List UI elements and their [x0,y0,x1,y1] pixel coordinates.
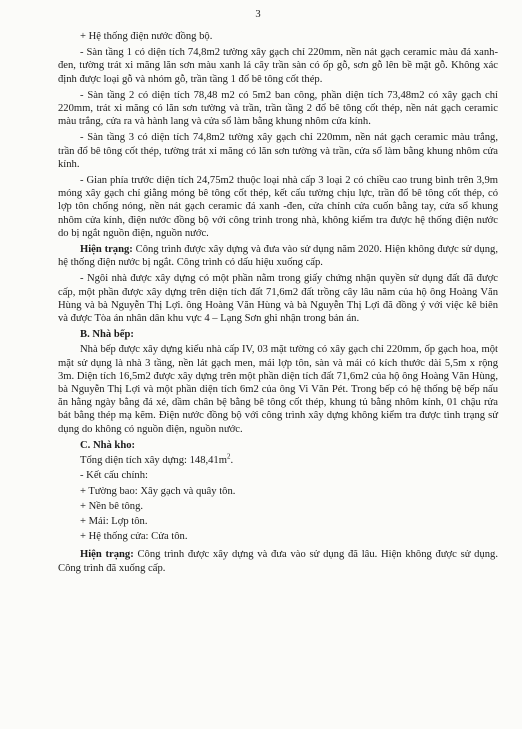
status-c-paragraph [58,548,498,574]
floor-3-paragraph: - Sàn tầng 3 có diện tích 74,8m2 tường xây gạch chỉ 220mm, nền nát gạch ceramic màu trắng, trần đổ bê tông cốt thép, tường trát xi măng có lăn sơn tường và trần, cửa sổ làm bằng khung nhôm cửa kính. [58,132,498,170]
status-a-text: Công trình được xây dựng và đưa vào sử dụng năm 2020. Hiện không được sử dụng, hệ thống điện nước bị ngắt. Công trình có dấu hiệu xuống cấp. [58,244,498,269]
floor-1-paragraph: - Sàn tầng 1 có diện tích 74,8m2 tường xây gạch chỉ 220mm, nền nát gạch ceramic màu đá xanh-đen, tường trát xi măng lăn sơn màu xanh lá cây trần sàn có ốp gỗ, sơn gỗ lên bề mặt gỗ. Không xác định được loại gỗ và nhóm gỗ, trần tầng 1 đổ bê tông cốt thép. [58,47,498,85]
utility-line: + Hệ thống điện nước đồng bộ. [80,31,213,42]
warehouse-area-suffix: . [230,455,234,467]
page-number: 3 [255,9,261,20]
warehouse-area-value: Tổng diện tích xây dựng: 148,41m [80,455,227,467]
section-b-heading: B. Nhà bếp: [80,329,134,341]
front-room-paragraph: - Gian phía trước diện tích 24,75m2 thuộc loại nhà cấp 3 loại 2 có chiều cao trung bình trên 3,9m móng xây gạch chỉ giằng móng bê tông cốt thép, kết cấu tường chịu lực, trần đổ bê tông cốt thép, có lợp tôn chống nóng, nền nát gạch ceramic đá xanh -đen, cửa chính cửa cuốn bằng tay, cửa sổ khung nhôm cửa kính, điện nước đồng bộ với công trình trong nhà, không kiểm tra được hệ thống điện nước do bị ngắt nguồn điện, nguồn nước. [58,175,498,239]
status-a-paragraph [58,243,498,269]
section-c-heading: C. Nhà kho: [80,439,136,451]
structure-item-floor: + Nền bê tông. [80,500,144,512]
structure-item-doors: + Hệ thống cửa: Cửa tôn. [80,531,188,543]
status-a-label: Hiện trạng: [80,244,133,256]
floor-2-paragraph: - Sàn tầng 2 có diện tích 78,48 m2 có 5m2 ban công, phần diện tích 73,48m2 có xây gạch chỉ 220mm, trát xi măng có lăn sơn tường và trần, trần tầng 2 đổ bê tông cốt thép, nền nát gạch ceramic màu trắng, cửa ra và hành lang và cửa sổ làm bằng khung nhôm cửa kính. [58,89,498,128]
kitchen-paragraph: Nhà bếp được xây dựng kiểu nhà cấp IV, 03 mặt tường có xây gạch chỉ 220mm, ốp gạch hoa, một mặt sử dụng là nhà 3 tầng, nền lát gạch men, mái lợp tôn, sàn và mái có kích thước dài 5,5m x rộng 3m. Diện tích 16,5m2 được xây dựng trên một phần diện tích đất 71,6m2 của hộ ông Hoàng Văn Hùng, bà Nguyễn Thị Lợi và một phần diện tích 6m2 của ông Vi Văn Pét. Trong bếp có hệ thống bệ bếp nấu ăn hằng ngày bằng đá xẻ, dầm chân bệ bằng bê tông cốt thép, khung tủ bằng nhôm kính, 01 chậu rửa bát bằng thép mạ kẽm. Điện nước đồng bộ với công trình xây dựng không kiểm tra được tình trạng sử dụng do không có nguồn điện, nguồn nước. [58,344,498,435]
land-paragraph: - Ngôi nhà được xây dựng có một phần nằm trong giấy chứng nhận quyền sử dụng đất đã được cấp, một phần được xây dựng trên diện tích đất 71,6m2 đất trồng cây lâu năm của hộ ông Hoàng Văn Hùng và bà Nguyễn Thị Lợi. ông Hoàng Văn Hùng và bà Nguyễn Thị Lợi đã đồng ý với việc kê biên và được Tòa án nhân dân khu vực 4 – Lạng Sơn ghi nhận trong bản án. [58,273,498,325]
structure-item-roof: + Mái: Lợp tôn. [80,515,148,527]
status-c-text: Công trình được xây dựng và đưa vào sử dụng đã lâu. Hiện không được sử dụng. Công trình đã xuống cấp. [58,549,499,574]
warehouse-area [58,454,498,467]
status-c-label: Hiện trạng: [80,549,134,561]
structure-item-walls: + Tường bao: Xây gạch và quây tôn. [80,485,236,497]
warehouse-area-unit-sup: 2 [226,452,231,461]
structure-label: - Kết cấu chính: [80,470,148,482]
